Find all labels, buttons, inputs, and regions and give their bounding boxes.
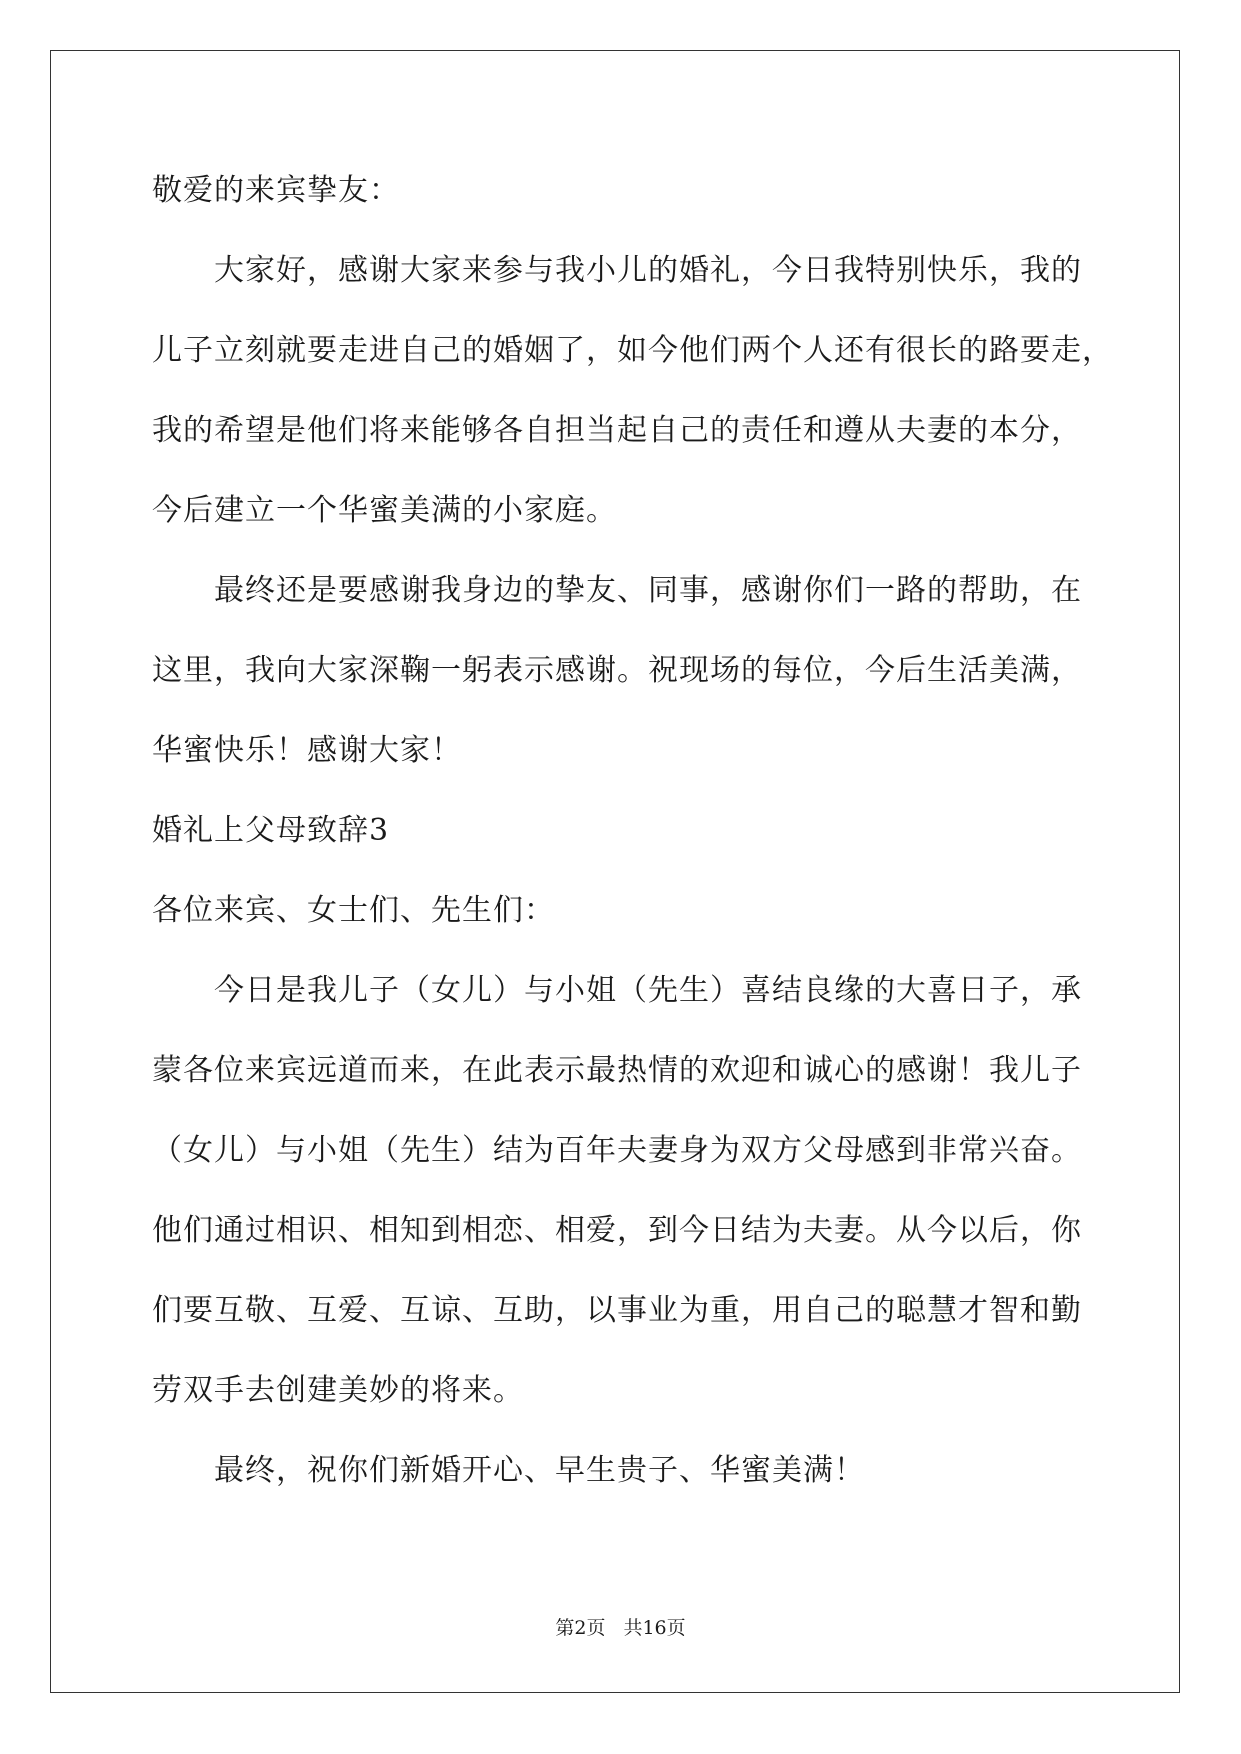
paragraph-line: 大家好，感谢大家来参与我小儿的婚礼，今日我特别快乐，我的 bbox=[214, 253, 1082, 288]
salutation-2: 各位来宾、女士们、先生们： bbox=[152, 893, 555, 928]
paragraph-line: 我的希望是他们将来能够各自担当起自己的责任和遵从夫妻的本分， bbox=[152, 413, 1082, 448]
paragraph-line: 们要互敬、互爱、互谅、互助，以事业为重，用自己的聪慧才智和勤 bbox=[152, 1293, 1082, 1328]
paragraph-line: 华蜜快乐！感谢大家！ bbox=[152, 733, 462, 768]
paragraph-line: 劳双手去创建美妙的将来。 bbox=[152, 1373, 524, 1408]
paragraph-line: （女儿）与小姐（先生）结为百年夫妻身为双方父母感到非常兴奋。 bbox=[152, 1133, 1082, 1168]
paragraph-line: 今后建立一个华蜜美满的小家庭。 bbox=[152, 493, 617, 528]
section-heading: 婚礼上父母致辞3 bbox=[152, 813, 390, 848]
salutation-1: 敬爱的来宾挚友： bbox=[152, 173, 400, 208]
paragraph-line: 最终还是要感谢我身边的挚友、同事，感谢你们一路的帮助，在 bbox=[214, 573, 1082, 608]
paragraph-line: 今日是我儿子（女儿）与小姐（先生）喜结良缘的大喜日子，承 bbox=[214, 973, 1082, 1008]
paragraph-line: 他们通过相识、相知到相恋、相爱，到今日结为夫妻。从今以后，你 bbox=[152, 1213, 1082, 1248]
page-number: 第2页 bbox=[555, 1617, 606, 1639]
paragraph-line: 蒙各位来宾远道而来，在此表示最热情的欢迎和诚心的感谢！我儿子 bbox=[152, 1053, 1082, 1088]
paragraph-line: 儿子立刻就要走进自己的婚姻了，如今他们两个人还有很长的路要走， bbox=[152, 333, 1113, 368]
paragraph-line: 这里，我向大家深鞠一躬表示感谢。祝现场的每位，今后生活美满， bbox=[152, 653, 1082, 688]
paragraph-line: 最终，祝你们新婚开心、早生贵子、华蜜美满！ bbox=[214, 1453, 865, 1488]
page-total: 共16页 bbox=[623, 1617, 686, 1639]
page-footer bbox=[0, 1616, 1241, 1640]
page-border bbox=[50, 50, 1180, 1693]
